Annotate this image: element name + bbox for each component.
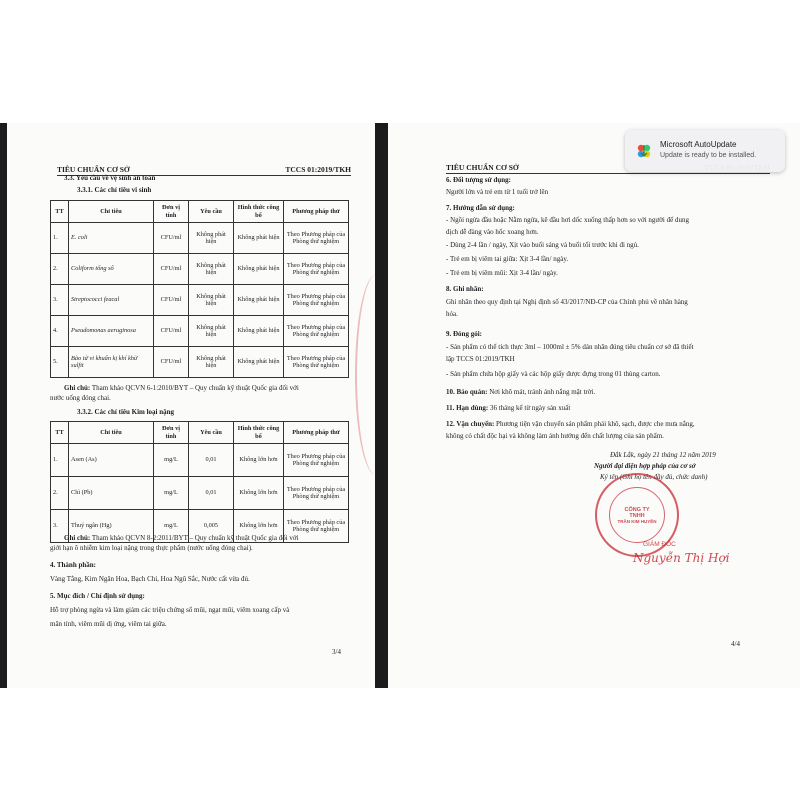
section-9: 9. Đóng gói:: [446, 330, 482, 338]
note-2-cont: giới hạn ô nhiễm kim loại nặng trong thực phẩm (nước uống đóng chai).: [50, 544, 253, 552]
section-8-text: Ghi nhãn theo quy định tại Nghị định số 43/2017/NĐ-CP của Chính phủ về nhãn hàng: [446, 298, 688, 306]
section-7-text: - Ngồi ngửa đầu hoặc Nằm ngửa, kê đầu hơi dốc xuống thấp hơn so với người để dung: [446, 216, 689, 224]
section-7: 7. Hướng dẫn sử dụng:: [446, 204, 515, 212]
page-header: TIÊU CHUẨN CƠ SỞ: [446, 163, 770, 174]
legal-representative: Người đại diện hợp pháp của cơ sở: [594, 462, 696, 470]
header-right: TCCS 01:2019/TKH: [285, 165, 351, 174]
col-tt: TT: [51, 201, 69, 223]
table-row: 3. Thuỷ ngân (Hg) mg/L 0,005 Không lớn hơn Theo Phương pháp của Phòng thử nghiệm: [51, 510, 349, 543]
table-row: 4. Pseudomonas aeruginosa CFU/ml Không phát hiện Không phát hiện Theo Phương pháp của Phòng thử nghiệm: [51, 316, 349, 347]
col-form: Hình thức công bố: [234, 201, 284, 223]
table-header-row: [51, 201, 349, 223]
autoupdate-icon: [635, 142, 653, 160]
col-indicator: Chỉ tiêu: [69, 201, 154, 223]
table-row: 5. Bào tử vi khuẩn kị khí khử sulfit CFU/ml Không phát hiện Không phát hiện Theo Phương pháp của Phòng thử nghiệm: [51, 347, 349, 378]
sign-date: Đắk Lắk, ngày 21 tháng 12 năm 2019: [610, 451, 716, 459]
sign-hint: Ký tên (Ghi họ tên đầy đủ, chức danh): [600, 473, 708, 481]
table-row: 3. Streptococci feacal CFU/ml Không phát hiện Không phát hiện Theo Phương pháp của Phòng thử nghiệm: [51, 285, 349, 316]
col-method: Phương pháp thử: [284, 201, 349, 223]
section-4-text: Vàng Tằng, Kim Ngân Hoa, Bạch Chỉ, Hoa Ngũ Sắc, Nước cất vừa đủ.: [50, 575, 250, 583]
table-header-row: TT Chỉ tiêu Đơn vị tính Yêu cầu Hình thức công bố Phương pháp thử: [51, 422, 349, 444]
notification-body: Update is ready to be installed.: [660, 152, 757, 159]
section-3-3: 3.3. Yêu cầu về vệ sinh an toàn: [64, 174, 156, 182]
notification-title: Microsoft AutoUpdate: [660, 140, 737, 149]
document-page-3: [7, 123, 375, 688]
section-6: 6. Đối tượng sử dụng:: [446, 176, 511, 184]
page-number: 3/4: [332, 648, 341, 656]
micro-table: [50, 200, 349, 378]
company-stamp: CÔNG TY TNHH TRẦN KIM HUYỀN: [595, 473, 679, 557]
table-row: 1. Asen (As) mg/L 0,01 Không lớn hơn Theo Phương pháp của Phòng thử nghiệm: [51, 444, 349, 477]
note-1: Ghi chú: Tham khảo QCVN 6-1:2010/BYT – Quy chuẩn kỹ thuật Quốc gia đối với: [64, 384, 299, 392]
update-notification[interactable]: [625, 130, 785, 172]
section-5: 5. Mục đích / Chỉ định sử dụng:: [50, 592, 145, 600]
header-left: TIÊU CHUẨN CƠ SỞ: [57, 165, 130, 174]
document-page-4: TIÊU CHUẨN CƠ SỞ 6. Đối tượng sử dụng: Người lớn và trẻ em từ 1 tuổi trở lên 7. Hướng dẫn sử dụng: - Ngồi ngửa đầu hoặc Nằm ngửa, kê đầu hơi dốc xuống thấp hơn so với người để dung dịch dễ đàng vào hốc xoang hơn. - Dùng 2-4 lần / ngày, Xịt vào buổi sáng và buổi tối trước khi đi ngủ. - Trẻ em bị viêm tai giữa: Xịt 3-4 lần/ ngày. - Trẻ em bị viêm mũi: Xịt 3-4 lần/ ngày. 8. Ghi nhãn: Ghi nhãn theo quy định tại Nghị định số 43/2017/NĐ-CP của Chính phủ về nhãn hàng hóa. 9. Đóng gói: - Sản phẩm có thể tích thực 3ml – 1000ml ± 5% dán nhãn đúng tiêu chuẩn cơ sở đã thiết lập TCCS 01:2019/TKH - Sản phẩm chứa hộp giấy và các hộp giấy được đựng trong 01 thùng carton. 10. Bảo quản: Nơi khô mát, tránh ánh nắng mặt trời. 11. Hạn dùng: 36 tháng kể từ ngày sản xuất 12. Vận chuyển: Phương tiện vận chuyển sản phẩm phải khô, sạch, được che mưa nắng, không có chất độc hại và không làm ảnh hưởng đến chất lượng của sản phẩm. Đắk Lắk, ngày 21 tháng 12 năm 2019 Người đại diện hợp pháp của cơ sở Ký tên (Ghi họ tên đầy đủ, chức danh) CÔNG TY TNHH TRẦN KIM HUYỀN GIÁM ĐỐC Nguyễn Thị Hợi 4/4: [388, 123, 800, 688]
section-8: 8. Ghi nhãn:: [446, 285, 484, 293]
note-1-cont: nước uống đóng chai.: [50, 394, 111, 402]
table-row: 2. Coliform tổng số CFU/ml Không phát hiện Không phát hiện Theo Phương pháp của Phòng thử nghiệm: [51, 254, 349, 285]
signature: Nguyễn Thị Hợi: [633, 551, 730, 565]
section-9-text: - Sản phẩm có thể tích thực 3ml – 1000ml ± 5% dán nhãn đúng tiêu chuẩn cơ sở đã thiết: [446, 343, 694, 351]
director-title: GIÁM ĐỐC: [643, 541, 676, 548]
page-number: 4/4: [731, 640, 740, 648]
section-3-3-1: 3.3.1. Các chỉ tiêu vi sinh: [77, 186, 152, 194]
section-11: 11. Hạn dùng: 36 tháng kể từ ngày sản xuất: [446, 404, 571, 412]
section-5-text-cont: mãn tính, viêm mũi dị ứng, viêm tai giữa.: [50, 620, 167, 628]
section-10: 10. Bảo quản: Nơi khô mát, tránh ánh nắng mặt trời.: [446, 388, 596, 396]
section-6-text: Người lớn và trẻ em từ 1 tuổi trở lên: [446, 188, 549, 196]
section-3-3-2: 3.3.2. Các chỉ tiêu Kim loại nặng: [77, 408, 175, 416]
col-unit: Đơn vị tính: [154, 201, 189, 223]
col-requirement: Yêu cầu: [189, 201, 234, 223]
section-12: 12. Vận chuyển: Phương tiện vận chuyển sản phẩm phải khô, sạch, được che mưa nắng,: [446, 420, 695, 428]
metal-table: [50, 421, 349, 543]
table-row: 1. E. coli CFU/ml Không phát hiện Không phát hiện Theo Phương pháp của Phòng thử nghiệm: [51, 223, 349, 254]
section-5-text: Hỗ trợ phòng ngừa và làm giảm các triệu chứng sổ mũi, ngạt mũi, viêm xoang cấp và: [50, 606, 290, 614]
section-4: 4. Thành phần:: [50, 561, 96, 569]
note-2: Ghi chú: Tham khảo QCVN 8-2:2011/BYT – Quy chuẩn kỹ thuật Quốc gia đối với: [64, 534, 299, 542]
table-row: 2. Chì (Pb) mg/L 0,01 Không lớn hơn Theo Phương pháp của Phòng thử nghiệm: [51, 477, 349, 510]
